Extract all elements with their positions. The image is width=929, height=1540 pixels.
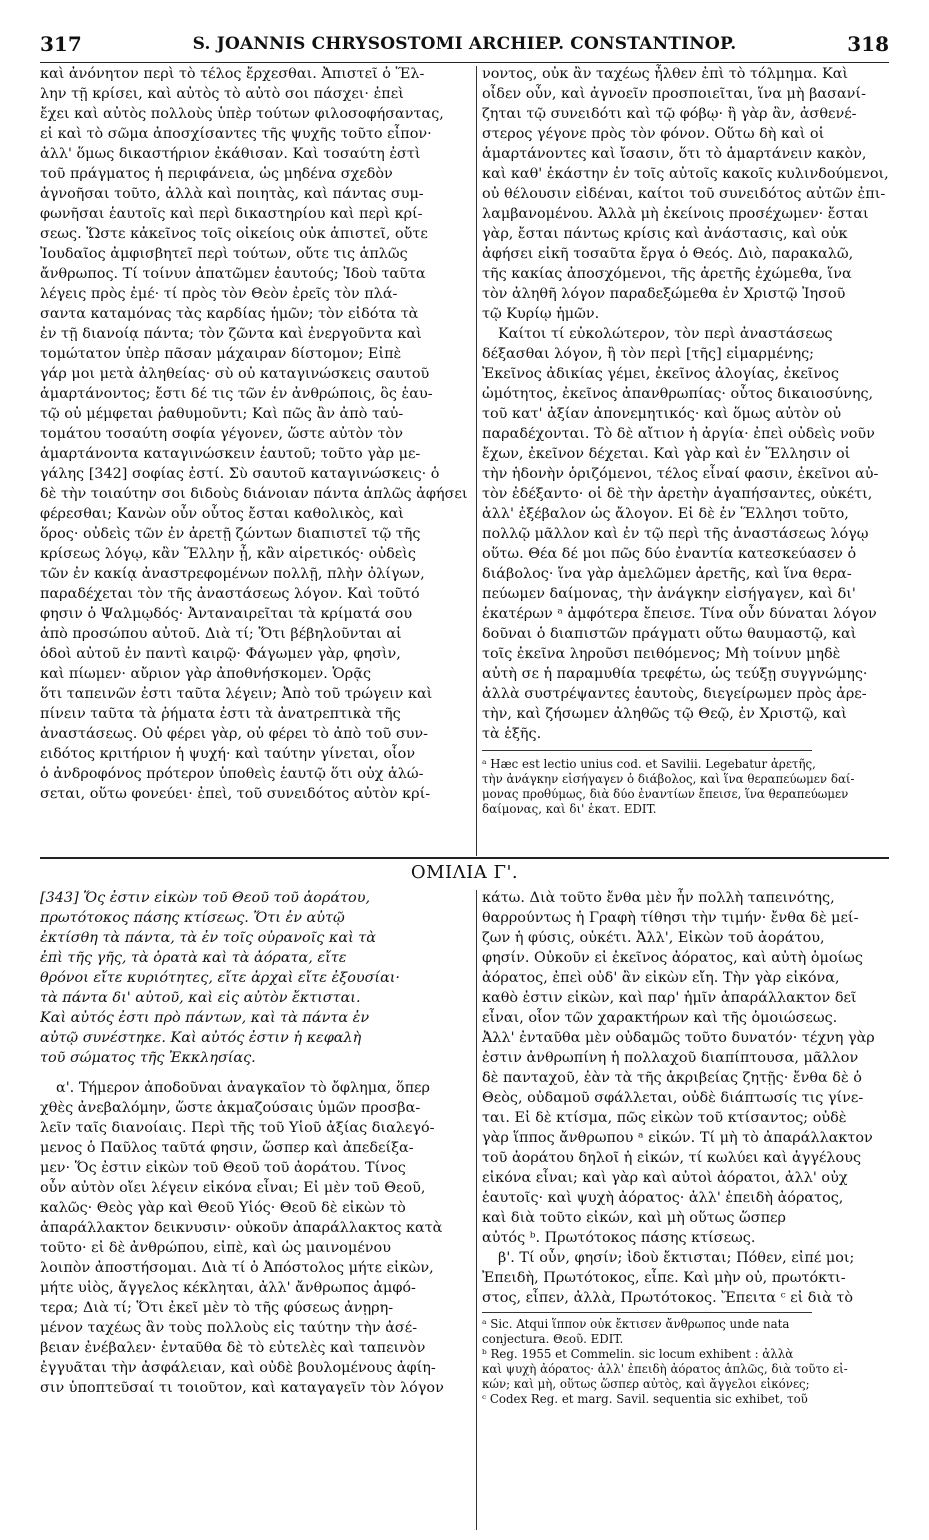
text-line: τοῦ ἀοράτου δηλοῖ ἡ εἰκών, τί κωλύει καὶ ἀγγέλους bbox=[482, 1150, 862, 1166]
footnote-rule-bottom bbox=[482, 1312, 812, 1313]
text-line: ἐπὶ τῆς γῆς, τὰ ὁρατὰ καὶ τὰ ἀόρατα, εἴτε bbox=[40, 950, 347, 966]
homily-text-right-2 bbox=[482, 1248, 890, 1308]
page-number-left: 317 bbox=[40, 32, 82, 56]
text-line: conjectura. Θεοῦ. EDIT. bbox=[482, 1332, 624, 1346]
text-line: μήτε υἱὸς, ἄγγελος κέκληται, ἀλλ' ἄνθρωπος ἀμφό- bbox=[40, 1280, 416, 1296]
text-line: καὶ καθ' ἑκάστην ἐν τοῖς αὐτοῖς κακοῖς κυλινδούμενοι, bbox=[482, 166, 889, 182]
text-line: ἀναστάσεως. Οὐ φέρει γὰρ, οὐ φέρει τὸ ἀπὸ τοῦ συν- bbox=[40, 726, 429, 742]
column-separator-top bbox=[476, 66, 477, 856]
column-separator-bottom bbox=[476, 890, 477, 1530]
text-line: λέγεις πρὸς ἐμέ· τί πρὸς τὸν Θεὸν ἐρεῖς τὸν πλά- bbox=[40, 286, 398, 302]
text-line: ται. Εἰ δὲ κτίσμα, πῶς εἰκὼν τοῦ κτίσαντος; οὐδὲ bbox=[482, 1110, 847, 1126]
text-line: πεύωμεν δαίμονας, τὴν ἀνάγκην εἰσήγαγεν, καὶ δι' bbox=[482, 586, 856, 602]
text-line: λοιπὸν ἀποστήσομαι. Διὰ τί ὁ Ἀπόστολος μήτε εἰκὼν, bbox=[40, 1260, 434, 1276]
text-line: αὐτῷ συνέστηκε. Καὶ αὐτός ἐστιν ἡ κεφαλὴ bbox=[40, 1030, 362, 1046]
text-line: τομώτατον ὑπὲρ πᾶσαν μάχαιραν δίστομον; Εἰπὲ bbox=[40, 346, 402, 362]
text-line: κών; καὶ μὴ, οὕτως ὥσπερ αὐτὸς, καὶ ἄγγελοι εἰκόνες; bbox=[482, 1377, 810, 1391]
text-line: ειδότος κριτήριον ἡ ψυχή· καὶ ταύτην γίνεται, οἷον bbox=[40, 746, 416, 762]
text-line: σιν ὑποπτεῦσαί τι τοιοῦτον, καὶ καταγαγεῖν τὸν λόγον bbox=[40, 1380, 444, 1396]
text-line: ἑαυτοῖς· καὶ ψυχὴ ἀόρατος· ἀλλ' ἐπειδὴ ἀόρατος, bbox=[482, 1190, 844, 1206]
text-line: ἀλλ' ὅμως δικαστήριον ἐκάθισαν. Καὶ τοσαύτη ἐστὶ bbox=[40, 146, 421, 162]
text-line: στος, εἶπεν, ἀλλὰ, Πρωτότοκος. Ἔπειτα ᶜ εἰ διὰ τὸ bbox=[482, 1290, 854, 1306]
text-line: ὁδοὶ αὐτοῦ ἐν παντὶ καιρῷ· Φάγωμεν γὰρ, φησὶν, bbox=[40, 646, 401, 662]
text-line: δαίμονας, καὶ δι' ἑκατ. EDIT. bbox=[482, 802, 657, 816]
bottom-footnotes bbox=[482, 1317, 890, 1407]
text-line: ᶜ Codex Reg. et marg. Savil. sequentia sic exhibet, τοῦ bbox=[482, 1392, 808, 1406]
bottom-right-column bbox=[482, 888, 890, 1407]
text-line: ἀλλὰ συστρέψαντες ἑαυτοὺς, διεγείρωμεν πρὸς ἀρε- bbox=[482, 686, 867, 702]
header-rule bbox=[40, 62, 889, 63]
text-line: φωνῆσαι ἑαυτοῖς καὶ περὶ δικαστηρίου καὶ περὶ κρί- bbox=[40, 206, 423, 222]
text-line: α'. Τήμερον ἀποδοῦναι ἀναγκαῖον τὸ ὄφλημα, ὅπερ bbox=[56, 1080, 430, 1096]
text-line: τὸν ἐδέξαντο· οἱ δὲ τὴν ἀρετὴν ἀγαπήσαντες, οὐκέτι, bbox=[482, 486, 873, 502]
top-left-column bbox=[40, 64, 472, 804]
text-line: δοῦναι ὁ διαπιστῶν πράγματι οὕτω θαυμαστῷ, καὶ bbox=[482, 626, 857, 642]
text-line: τὴν ἡδονὴν ὁριζόμενοι, τέλος εἶναί φασιν, ἐκεῖνοι αὐ- bbox=[482, 466, 879, 482]
text-line: Θεὸς, οὐδαμοῦ σφάλλεται, οὐδὲ διάπτωσίς τις γίνε- bbox=[482, 1090, 864, 1106]
text-line: τὰ ἑξῆς. bbox=[482, 726, 542, 742]
text-line: χθὲς ἀνεβαλόμην, ὥστε ἀκμαζούσαις ὑμῶν προσβα- bbox=[40, 1100, 421, 1116]
top-right-paragraph-1 bbox=[482, 64, 890, 324]
text-line: ἐστιν ἀνθρωπίνη ἡ πολλαχοῦ διαπίπτουσα, μᾶλλον bbox=[482, 1050, 859, 1066]
text-line: δὲ τὴν τοιαύτην σοι διδοὺς διάνοιαν πάντα ἁπλῶς ἀφήσει bbox=[40, 486, 468, 502]
text-line: καὶ διὰ τοῦτο εἰκών, καὶ μὴ οὕτως ὥσπερ bbox=[482, 1210, 786, 1226]
top-right-column bbox=[482, 64, 890, 817]
text-line: ᵃ Hæc est lectio unius cod. et Savilii. Legebatur ἀρετῆς, bbox=[482, 757, 816, 771]
text-line: Καίτοι τί εὐκολώτερον, τὸν περὶ ἀναστάσεως bbox=[498, 326, 833, 342]
text-line: Καὶ αὐτός ἐστι πρὸ πάντων, καὶ τὰ πάντα ἐν bbox=[40, 1010, 370, 1026]
page-header bbox=[40, 32, 889, 58]
text-line: τοῦτο· εἰ δὲ ἀνθρώπου, εἰπὲ, καὶ ὡς μαινομένου bbox=[40, 1240, 391, 1256]
text-line: ἑκατέρων ᵃ ἀμφότερα ἔπεισε. Τίνα οὖν δύναται λόγον bbox=[482, 606, 877, 622]
text-line: ἐγγυᾶται τὴν ἀσφάλειαν, καὶ οὐδὲ βουλομένους ἀφίη- bbox=[40, 1360, 436, 1376]
text-line: φέρεσθαι; Κανὼν οὖν οὗτος ἔσται καθολικὸς, καὶ bbox=[40, 506, 404, 522]
text-line: γὰρ, ἔσται πάντως κρίσις καὶ ἀνάστασις, καὶ οὐκ bbox=[482, 226, 848, 242]
text-line: σαντα καταμόνας τὰς καρδίας ἡμῶν; τὸν εἰδότα τὰ bbox=[40, 306, 419, 322]
text-line: ζων ἡ φύσις, οὐκέτι. Ἀλλ', Εἰκὼν τοῦ ἀοράτου, bbox=[482, 930, 825, 946]
text-line: νοντος, οὐκ ἂν ταχέως ἦλθεν ἐπὶ τὸ τόλμημα. Καὶ bbox=[482, 66, 849, 82]
text-line: οἶδεν οὖν, καὶ ἀγνοεῖν προσποιεῖται, ἵνα μὴ βασανί- bbox=[482, 86, 866, 102]
text-line: ἁμαρτάνοντα καταγινώσκειν ἑαυτοῦ; τοῦτο γὰρ με- bbox=[40, 446, 421, 462]
text-line: τοῦ κατ' ἀξίαν ἀπονεμητικός· καὶ ὅμως αὐτὸν οὐ bbox=[482, 406, 842, 422]
text-line: βειαν ἐνέβαλεν· ἐνταῦθα δὲ τὸ εὐτελὲς καὶ ταπεινὸν bbox=[40, 1340, 426, 1356]
text-line: στερος γέγονε πρὸς τὸν φόνον. Οὕτω δὴ καὶ οἱ bbox=[482, 126, 825, 142]
text-line: πρωτότοκος πάσης κτίσεως. Ὅτι ἐν αὐτῷ bbox=[40, 910, 345, 926]
text-line: ἔχει καὶ αὐτὸς πολλοὺς ὑπὲρ τούτων φιλοσοφήσαντας, bbox=[40, 106, 444, 122]
text-line: Ἐπειδὴ, Πρωτότοκος, εἶπε. Καὶ μὴν οὐ, πρωτόκτι- bbox=[482, 1270, 846, 1286]
text-line: τὸν ἀληθῆ λόγον παραδεξώμεθα ἐν Χριστῷ Ἰησοῦ bbox=[482, 286, 846, 302]
text-line: σεται, οὕτω φονεύει· ἐπεὶ, τοῦ συνειδότος αὐτὸν κρί- bbox=[40, 786, 431, 802]
text-line: τοῦ σώματος τῆς Ἐκκλησίας. bbox=[40, 1050, 256, 1066]
text-line: Ἀλλ' ἐνταῦθα μὲν οὐδαμῶς τοῦτο δυνατόν· τέχνη γὰρ bbox=[482, 1030, 875, 1046]
text-line: καλῶς· Θεὸς γὰρ καὶ Θεοῦ Υἱός· Θεοῦ δὲ εἰκὼν τὸ bbox=[40, 1200, 406, 1216]
text-line: ὅρος· οὐδεὶς τῶν ἐν ἀρετῇ ζώντων διαπιστεῖ τῷ τῆς bbox=[40, 526, 421, 542]
text-line: γὰρ ἵππος ἄνθρωπου ᵃ εἰκών. Τί μὴ τὸ ἀπαράλλακτον bbox=[482, 1130, 873, 1146]
text-line: καὶ ψυχὴ ἀόρατος· ἀλλ' ἐπειδὴ ἀόρατος ἁπλῶς, διὰ τοῦτο εἰ- bbox=[482, 1362, 848, 1376]
text-line: τερα; Διὰ τί; Ὅτι ἐκεῖ μὲν τὸ τῆς φύσεως ἀνῃρη- bbox=[40, 1300, 394, 1316]
scripture-lemma bbox=[40, 888, 472, 1068]
text-line: εἰ καὶ τὸ σῶμα ἀποσχίσαντες τῆς ψυχῆς τοῦτο εἶπον· bbox=[40, 126, 432, 142]
top-right-paragraph-2 bbox=[482, 324, 890, 744]
text-line: φησίν. Οὐκοῦν εἰ ἐκεῖνος ἀόρατος, καὶ αὐτὴ ὁμοίως bbox=[482, 950, 863, 966]
text-line: μεν· Ὅς ἐστιν εἰκὼν τοῦ Θεοῦ τοῦ ἀοράτου. Τίνος bbox=[40, 1160, 406, 1176]
footnote-rule bbox=[482, 750, 812, 751]
text-line: μενος ὁ Παῦλος ταῦτά φησιν, ὥσπερ καὶ ἀπεδείξα- bbox=[40, 1140, 414, 1156]
text-line: ὠμότητος, ἐκεῖνος ἀπανθρωπίας· οὗτος δικαιοσύνης, bbox=[482, 386, 874, 402]
homily-title: ΟΜΙΛΙΑ Γ'. bbox=[410, 862, 519, 883]
text-line: γάρ μοι μετὰ ἀληθείας· σὺ οὐ καταγινώσκεις σαυτοῦ bbox=[40, 366, 430, 382]
text-line: σεως. Ὥστε κἀκεῖνος τοῖς οἰκείοις οὐκ ἀπιστεῖ, οὔτε bbox=[40, 226, 428, 242]
bottom-left-column bbox=[40, 888, 472, 1398]
text-line: ἐκτίσθη τὰ πάντα, τὰ ἐν τοῖς οὐρανοῖς καὶ τὰ bbox=[40, 930, 376, 946]
text-line: φησιν ὁ Ψαλμῳδός· Ἀνταναιρεῖται τὰ κρίματά σου bbox=[40, 606, 413, 622]
text-line: τῷ οὐ μέμφεται ῥαθυμοῦντι; Καὶ πῶς ἂν ἀπὸ ταὐ- bbox=[40, 406, 404, 422]
text-line: ἁμαρτάνοντες καὶ ἴσασιν, ὅτι τὸ ἁμαρτάνειν κακὸν, bbox=[482, 146, 867, 162]
text-line: τοῖς ἐκεῖνα ληροῦσι πειθόμενος; Μὴ τοίνυν μηδὲ bbox=[482, 646, 841, 662]
text-line: κάτω. Διὰ τοῦτο ἔνθα μὲν ἦν πολλὴ ταπεινότης, bbox=[482, 890, 835, 906]
text-line: γάλης [342] σοφίας ἐστί. Σὺ σαυτοῦ καταγινώσκεις· ὁ bbox=[40, 466, 440, 482]
text-line: λαμβανομένου. Ἀλλὰ μὴ ἐκείνοις προσέχωμεν· ἔσται bbox=[482, 206, 869, 222]
text-line: καθὸ ἐστιν εἰκὼν, καὶ παρ' ἡμῖν ἀπαράλλακτον δεῖ bbox=[482, 990, 857, 1006]
text-line: λεῖν ταῖς διανοίαις. Περὶ τῆς τοῦ Υἱοῦ ἀξίας διαλεγό- bbox=[40, 1120, 435, 1136]
text-line: ἐν τῇ διανοίᾳ πάντα; τὸν ζῶντα καὶ ἐνεργοῦντα καὶ bbox=[40, 326, 422, 342]
text-line: τὴν ἀνάγκην εἰσήγαγεν ὁ διάβολος, καὶ ἵνα θεραπεύωμεν δαί- bbox=[482, 772, 855, 786]
text-line: καὶ ἀνόνητον περὶ τὸ τέλος ἔρχεσθαι. Ἀπιστεῖ ὁ Ἕλ- bbox=[40, 66, 425, 82]
text-line: θρόνοι εἴτε κυριότητες, εἴτε ἀρχαὶ εἴτε ἐξουσίαι· bbox=[40, 970, 401, 986]
text-line: θαρρούντως ἡ Γραφὴ τίθησι τὴν τιμήν· ἔνθα δὲ μεί- bbox=[482, 910, 859, 926]
text-line: [343] Ὅς ἐστιν εἰκὼν τοῦ Θεοῦ τοῦ ἀοράτου, bbox=[40, 890, 371, 906]
text-line: τῆς κακίας ἀποσχόμενοι, τῆς ἀρετῆς ἐχώμεθα, ἵνα bbox=[482, 266, 852, 282]
homily-text-left bbox=[40, 1078, 472, 1398]
text-line: τὰ πάντα δι' αὐτοῦ, καὶ εἰς αὐτὸν ἔκτισται. bbox=[40, 990, 361, 1006]
text-line: ἀγνοῆσαι τοῦτο, ἀλλὰ καὶ ποιητὰς, καὶ πάντας συμ- bbox=[40, 186, 424, 202]
text-line: ἀφήσει εἰκῆ τοσαῦτα ἔργα ὁ Θεός. Διὸ, παρακαλῶ, bbox=[482, 246, 854, 262]
text-line: οὕτω. Θέα δέ μοι πῶς δύο ἐναντία κατεσκεύασεν ὁ bbox=[482, 546, 857, 562]
text-line: παραδέχεται τὸν τῆς ἀναστάσεως λόγον. Καὶ τοῦτό bbox=[40, 586, 420, 602]
text-line: ἀόρατος, ἐπεὶ οὐδ' ἂν εἰκὼν εἴη. Τὴν γὰρ εἰκόνα, bbox=[482, 970, 840, 986]
top-footnote bbox=[482, 757, 890, 817]
text-line: διάβολος· ἵνα γὰρ ἀμελῶμεν ἀρετῆς, καὶ ἵνα θερα- bbox=[482, 566, 852, 582]
running-title: S. JOANNIS CHRYSOSTOMI ARCHIEP. CONSTANTINOP. bbox=[192, 34, 737, 54]
text-line: ᵇ Reg. 1955 et Commelin. sic locum exhibent : ἀλλὰ bbox=[482, 1347, 794, 1361]
homily-text-right bbox=[482, 888, 890, 1248]
text-line: τὴν, καὶ ζήσωμεν ἀληθῶς τῷ Θεῷ, ἐν Χριστῷ, καὶ bbox=[482, 706, 847, 722]
text-line: ἄνθρωπος. Τί τοίνυν ἀπατῶμεν ἑαυτούς; Ἰδοὺ ταῦτα bbox=[40, 266, 426, 282]
text-line: τῷ Κυρίῳ ἡμῶν. bbox=[482, 306, 600, 322]
text-line: τοῦ πράγματος ἡ περιφάνεια, ὡς μηδένα σχεδὸν bbox=[40, 166, 393, 182]
text-line: ᵃ Sic. Atqui ἵππον οὐκ ἔκτισεν ἄνθρωπος unde nata bbox=[482, 1317, 790, 1331]
text-line: εἰκόνα εἶναι; καὶ γὰρ καὶ αὐτοὶ ἀόρατοι, ἀλλ' οὐχ bbox=[482, 1170, 848, 1186]
text-line: κρίσεως λόγῳ, κἂν Ἕλλην ᾖ, κἂν αἱρετικός· οὐδεὶς bbox=[40, 546, 416, 562]
text-line: πολλῷ μᾶλλον καὶ ἐν τῷ περὶ τῆς ἀναστάσεως λόγῳ bbox=[482, 526, 869, 542]
text-line: Ἐκεῖνος ἀδικίας γέμει, ἐκεῖνος ἀλογίας, ἐκεῖνος bbox=[482, 366, 839, 382]
text-line: μονας προθύμως, διὰ δύο ἐναντίων ἔπεισε, ἵνα θεραπεύωμεν bbox=[482, 787, 849, 801]
text-line: τομάτου τοσαύτη σοφία γέγονεν, ὥστε αὐτὸν τὸν bbox=[40, 426, 403, 442]
text-line: ἔχων, ἐκεῖνον δέχεται. Καὶ γὰρ καὶ ἐν Ἕλλησιν οἱ bbox=[482, 446, 851, 462]
text-line: δέξασθαι λόγον, ἢ τὸν περὶ [τῆς] εἱμαρμένης; bbox=[482, 346, 815, 362]
text-line: ὁ ἀνδροφόνος πρότερον ὑποθεὶς ἑαυτῷ ὅτι οὐχ ἁλώ- bbox=[40, 766, 424, 782]
text-line: ἀπαράλλακτον δεικνυσιν· οὐκοῦν ἀπαράλλακτος κατὰ bbox=[40, 1220, 443, 1236]
text-line: δὲ πανταχοῦ, ἐὰν τὰ τῆς ἀκριβείας ζητῇς· ἔνθα δὲ ὁ bbox=[482, 1070, 862, 1086]
text-line: Ἰουδαῖος ἀμφισβητεῖ περὶ τούτων, οὔτε τις ἁπλῶς bbox=[40, 246, 408, 262]
text-line: καὶ πίωμεν· αὔριον γὰρ ἀποθνήσκομεν. Ὁρᾷς bbox=[40, 666, 372, 682]
text-line: παραδέχονται. Τὸ δὲ αἴτιον ἡ ἀργία· ἐπεὶ οὐδεὶς νοῦν bbox=[482, 426, 875, 442]
page-number-right: 318 bbox=[847, 32, 889, 56]
text-line: ἁμαρτάνοντος; ἔστι δέ τις τῶν ἐν ἀνθρώποις, ὃς ἑαυ- bbox=[40, 386, 433, 402]
text-line: ζηται τῷ συνειδότι καὶ τῷ φόβῳ· ἢ γὰρ ἂν, ἀσθενέ- bbox=[482, 106, 857, 122]
text-line: τῶν ἐν κακίᾳ ἀναστρεφομένων πολλῇ, πλὴν ὀλίγων, bbox=[40, 566, 425, 582]
text-line: αὐτός ᵇ. Πρωτότοκος πάσης κτίσεως. bbox=[482, 1230, 756, 1246]
text-line: λην τῇ κρίσει, καὶ αὐτὸς τὸ αὐτὸ σοι πάσχει· ἐπεὶ bbox=[40, 86, 404, 102]
text-line: οὐ θέλουσιν εἰδέναι, καίτοι τοῦ συνειδότος αὐτῶν ἐπι- bbox=[482, 186, 886, 202]
text-line: ἀλλ' ἐξέβαλον ὡς ἄλογον. Εἰ δὲ ἐν Ἕλλησι τοῦτο, bbox=[482, 506, 849, 522]
text-line: μένον ταχέως ἂν τοὺς πολλοὺς εἰς ταύτην τὴν ἀσέ- bbox=[40, 1320, 418, 1336]
text-line: εἶναι, οἷον τῶν χαρακτήρων καὶ τῆς ὁμοιώσεως. bbox=[482, 1010, 838, 1026]
section-rule bbox=[40, 857, 889, 859]
text-line: ὅτι ταπεινῶν ἐστι ταῦτα λέγειν; Ἀπὸ τοῦ τρώγειν καὶ bbox=[40, 686, 433, 702]
text-line: αὐτὴ σε ἡ παραμυθία τρεφέτω, ὡς τεύξῃ συγγνώμης· bbox=[482, 666, 868, 682]
text-line: οὖν αὐτὸν οἴει λέγειν εἰκόνα εἶναι; Εἰ μὲν τοῦ Θεοῦ, bbox=[40, 1180, 426, 1196]
text-line: β'. Τί οὖν, φησίν; ἰδοὺ ἔκτισται; Πόθεν, εἰπέ μοι; bbox=[498, 1250, 855, 1266]
text-line: ἀπὸ προσώπου αὐτοῦ. Διὰ τί; Ὅτι βέβηλοῦνται αἱ bbox=[40, 626, 402, 642]
text-line: πίνειν ταῦτα τὰ ῥήματα ἐστι τὰ ἀνατρεπτικὰ τῆς bbox=[40, 706, 401, 722]
